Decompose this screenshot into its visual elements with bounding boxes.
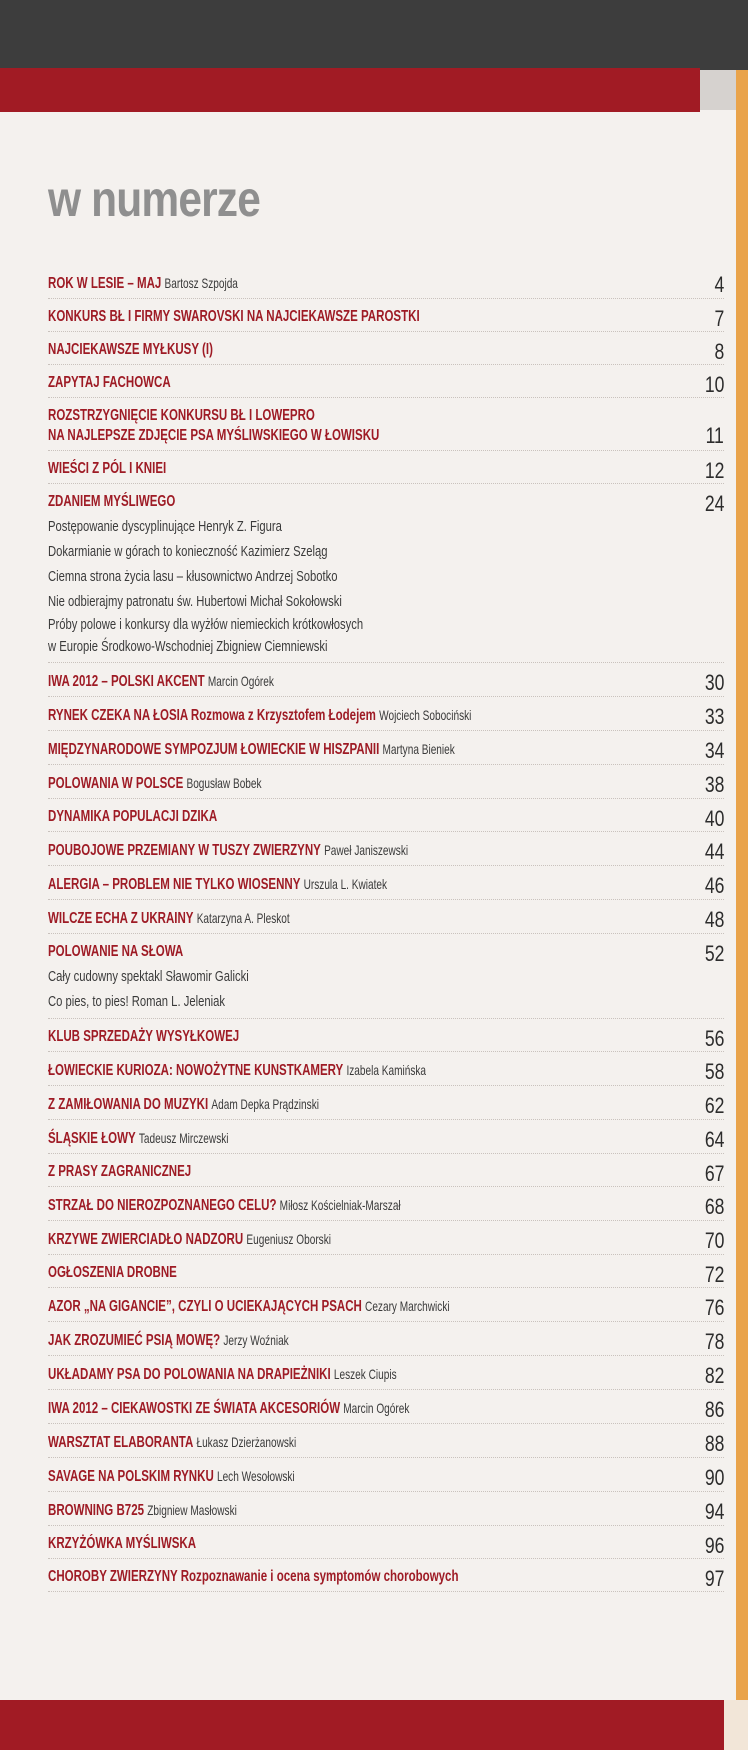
toc-entry-line — [48, 739, 724, 760]
toc-sub-item[interactable] — [48, 539, 724, 564]
toc-entry[interactable] — [48, 1497, 724, 1526]
toc-page-number: 86 — [704, 1397, 724, 1422]
toc-sub-item[interactable] — [48, 989, 724, 1014]
toc-entry-text — [48, 1027, 239, 1047]
toc-entry-line — [48, 307, 724, 327]
toc-entry-author: Jerzy Woźniak — [223, 1332, 289, 1348]
toc-entry-line — [48, 807, 724, 827]
toc-entry[interactable] — [48, 1260, 724, 1288]
toc-entry-title: ZDANIEM MYŚLIWEGO — [48, 493, 176, 510]
toc-page-number: 88 — [704, 1431, 724, 1456]
toc-entry-line — [48, 273, 724, 294]
toc-entry-author: Łukasz Dzierżanowski — [196, 1434, 297, 1450]
footer-red-bar — [0, 1700, 724, 1750]
toc-entry-author: Bartosz Szpojda — [164, 275, 238, 291]
toc-page-number: 70 — [704, 1228, 724, 1253]
toc-entry-title: Z PRASY ZAGRANICZNEJ — [48, 1163, 192, 1180]
toc-entry-line — [48, 1296, 724, 1317]
toc-entry[interactable] — [48, 905, 724, 934]
toc-entry[interactable] — [48, 1159, 724, 1187]
toc-entry-title: RYNEK CZEKA NA ŁOSIA Rozmowa z Krzysztofem Łodejem — [48, 707, 376, 724]
toc-entry-author: Urszula L. Kwiatek — [303, 876, 388, 892]
toc-entry-line — [48, 406, 724, 426]
toc-entry-line — [48, 1432, 724, 1453]
toc-entry-line — [48, 1060, 724, 1081]
toc-entry-line — [48, 459, 724, 479]
toc-sub-item[interactable] — [48, 514, 724, 539]
toc-entry[interactable] — [48, 668, 724, 697]
toc-page-number: 24 — [704, 491, 724, 516]
toc-entry[interactable] — [48, 1395, 724, 1424]
toc-entry[interactable] — [48, 736, 724, 765]
page-title: w numerze — [48, 171, 260, 227]
toc-entry-author: Leszek Ciupis — [333, 1366, 397, 1382]
toc-entry-line — [48, 1027, 724, 1047]
toc-page-number: 90 — [704, 1465, 724, 1490]
toc-entry-title: ALERGIA – PROBLEM NIE TYLKO WIOSENNY — [48, 876, 301, 893]
toc-entry-author: Tadeusz Mirczewski — [138, 1130, 229, 1146]
toc-page-number: 33 — [704, 704, 724, 729]
toc-sub-item-text: Cały cudowny spektakl Sławomir Galicki — [48, 968, 249, 985]
toc-entry-title: CHOROBY ZWIERZYNY Rozpoznawanie i ocena symptomów chorobowych — [48, 1568, 459, 1585]
toc-entry-text — [48, 1500, 237, 1521]
toc-entry[interactable] — [48, 270, 724, 299]
toc-entry[interactable] — [48, 804, 724, 832]
toc-entry-title: POLOWANIA W POLSCE — [48, 775, 184, 792]
toc-page-number: 44 — [704, 839, 724, 864]
toc-entry-text — [48, 340, 213, 360]
toc-entry-title: POUBOJOWE PRZEMIANY W TUSZY ZWIERZYNY — [48, 842, 321, 859]
toc-entry-title: POLOWANIE NA SŁOWA — [48, 943, 184, 960]
toc-entry-text — [48, 1398, 409, 1419]
toc-sub-item-text: w Europie Środkowo-Wschodniej Zbigniew Ciemniewski — [48, 638, 328, 655]
toc-entry[interactable] — [48, 456, 724, 484]
toc-entry-author: Wojciech Sobociński — [379, 707, 472, 723]
toc-entry-text — [48, 773, 262, 794]
toc-page-number: 76 — [704, 1295, 724, 1320]
toc-page-number: 72 — [704, 1262, 724, 1287]
toc-entry[interactable] — [48, 403, 724, 451]
toc-entry-title: KRZYWE ZWIERCIADŁO NADZORU — [48, 1231, 244, 1248]
toc-entry[interactable] — [48, 1293, 724, 1322]
toc-sub-item-text: Próby polowe i konkursy dla wyżłów niemieckich krótkowłosych — [48, 616, 364, 633]
toc-entry-line — [48, 942, 724, 962]
toc-entry[interactable] — [48, 489, 724, 663]
toc-page-number: 94 — [704, 1499, 724, 1524]
toc-entry-title: BROWNING B725 — [48, 1502, 145, 1519]
toc-entry-text — [48, 426, 379, 446]
toc-entry-line — [48, 874, 724, 895]
toc-entry-title: KONKURS BŁ I FIRMY SWAROVSKI NA NAJCIEKAWSZE PAROSTKI — [48, 308, 420, 325]
table-of-contents — [48, 270, 724, 1597]
toc-entry-title: WARSZTAT ELABORANTA — [48, 1434, 194, 1451]
toc-entry-text — [48, 373, 171, 393]
toc-page-number: 7 — [714, 306, 724, 331]
toc-entry-line — [48, 1567, 724, 1587]
toc-entry-title: WIEŚCI Z PÓL I KNIEI — [48, 460, 167, 477]
toc-entry[interactable] — [48, 702, 724, 731]
toc-entry-title: ŁOWIECKIE KURIOZA: NOWOŻYTNE KUNSTKAMERY — [48, 1062, 344, 1079]
toc-entry-line — [48, 1500, 724, 1521]
toc-page-number: 64 — [704, 1127, 724, 1152]
toc-entry[interactable] — [48, 1531, 724, 1559]
toc-entry-title: IWA 2012 – POLSKI AKCENT — [48, 673, 205, 690]
toc-entry-line — [48, 773, 724, 794]
toc-entry-text — [48, 1432, 296, 1453]
header-red-bar — [0, 68, 700, 112]
toc-entry-title: ŚLĄSKIE ŁOWY — [48, 1130, 136, 1147]
toc-entry-line — [48, 1162, 724, 1182]
toc-entry-line — [48, 426, 724, 446]
toc-entry[interactable] — [48, 1226, 724, 1255]
toc-entry[interactable] — [48, 837, 724, 866]
toc-entry-text — [48, 1534, 196, 1554]
toc-entry-text — [48, 1364, 397, 1385]
toc-entry-text — [48, 1060, 426, 1081]
toc-entry-title: UKŁADAMY PSA DO POLOWANIA NA DRAPIEŻNIKI — [48, 1366, 331, 1383]
toc-entry-author: Miłosz Kościelniak-Marszał — [279, 1197, 401, 1213]
toc-entry-text — [48, 492, 175, 512]
toc-entry-text — [48, 273, 238, 294]
toc-entry[interactable] — [48, 1361, 724, 1390]
toc-entry-author: Lech Wesołowski — [216, 1468, 295, 1484]
toc-entry-title: OGŁOSZENIA DROBNE — [48, 1264, 177, 1281]
toc-page-number: 38 — [704, 772, 724, 797]
toc-sub-list — [48, 514, 724, 658]
toc-entry-line — [48, 1534, 724, 1554]
toc-entry-text — [48, 840, 408, 861]
toc-entry-title: JAK ZROZUMIEĆ PSIĄ MOWĘ? — [48, 1332, 221, 1349]
toc-sub-item-text: Ciemna strona życia lasu – kłusownictwo Andrzej Sobotko — [48, 568, 338, 585]
toc-entry-title: Z ZAMIŁOWANIA DO MUZYKI — [48, 1096, 209, 1113]
toc-entry-text — [48, 459, 166, 479]
toc-entry-line — [48, 840, 724, 861]
toc-entry-line — [48, 1364, 724, 1385]
side-color-strip — [736, 70, 748, 1700]
toc-sub-item[interactable] — [48, 636, 724, 658]
toc-entry-text — [48, 705, 471, 726]
toc-sub-item-text: Dokarmianie w górach to konieczność Kazimierz Szeląg — [48, 543, 328, 560]
toc-page-number: 34 — [704, 738, 724, 763]
toc-entry-text — [48, 1195, 401, 1216]
toc-entry[interactable] — [48, 1024, 724, 1052]
toc-entry-line — [48, 1263, 724, 1283]
toc-entry[interactable] — [48, 1429, 724, 1458]
toc-page-number: 12 — [704, 458, 724, 483]
toc-page-number: 62 — [704, 1093, 724, 1118]
toc-entry[interactable] — [48, 1125, 724, 1154]
toc-entry-line — [48, 340, 724, 360]
toc-entry-text — [48, 1296, 450, 1317]
toc-sub-item[interactable] — [48, 964, 724, 989]
toc-entry-author: Bogusław Bobek — [186, 775, 262, 791]
footer-light-block — [724, 1700, 748, 1750]
toc-entry[interactable] — [48, 1564, 724, 1592]
toc-entry-text — [48, 1567, 459, 1587]
toc-entry-line — [48, 908, 724, 929]
toc-sub-item[interactable] — [48, 564, 724, 589]
toc-page-number: 52 — [704, 941, 724, 966]
toc-entry-text — [48, 1330, 289, 1351]
toc-page-number: 97 — [704, 1566, 724, 1591]
toc-entry-title: WILCZE ECHA Z UKRAINY — [48, 910, 194, 927]
toc-page-number: 68 — [704, 1194, 724, 1219]
toc-entry-title: KLUB SPRZEDAŻY WYSYŁKOWEJ — [48, 1028, 240, 1045]
toc-entry-title: NAJCIEKAWSZE MYŁKUSY (I) — [48, 341, 213, 358]
toc-page-number: 56 — [704, 1026, 724, 1051]
toc-entry-author: Marcin Ogórek — [343, 1400, 410, 1416]
toc-entry-line — [48, 671, 724, 692]
toc-entry[interactable] — [48, 871, 724, 900]
toc-entry-author: Paweł Janiszewski — [324, 842, 409, 858]
toc-entry-title: AZOR „NA GIGANCIE”, CZYLI O UCIEKAJĄCYCH PSACH — [48, 1298, 362, 1315]
toc-sub-list — [48, 964, 724, 1014]
toc-entry-author: Adam Depka Prądzinski — [211, 1096, 319, 1112]
toc-entry-line — [48, 1398, 724, 1419]
toc-entry-title: MIĘDZYNARODOWE SYMPOZJUM ŁOWIECKIE W HISZPANII — [48, 741, 380, 758]
toc-page-number: 96 — [704, 1533, 724, 1558]
toc-entry-line — [48, 1128, 724, 1149]
toc-entry[interactable] — [48, 1463, 724, 1492]
toc-entry[interactable] — [48, 1057, 724, 1086]
toc-entry-text — [48, 1466, 295, 1487]
toc-entry-author: Eugeniusz Oborski — [246, 1231, 332, 1247]
toc-sub-item-text: Postępowanie dyscyplinujące Henryk Z. Figura — [48, 518, 282, 535]
toc-entry-text — [48, 1094, 319, 1115]
toc-entry-author: Marcin Ogórek — [207, 673, 274, 689]
toc-entry-author: Martyna Bieniek — [382, 741, 455, 757]
top-dark-band — [0, 0, 748, 70]
toc-entry-line — [48, 705, 724, 726]
toc-entry-author: Katarzyna A. Pleskot — [196, 910, 290, 926]
toc-entry-text — [48, 942, 183, 962]
toc-entry-title: ROK W LESIE – MAJ — [48, 275, 162, 292]
toc-entry-author: Izabela Kamińska — [346, 1062, 427, 1078]
toc-entry-text — [48, 307, 420, 327]
toc-entry-text — [48, 406, 315, 426]
toc-entry-title: STRZAŁ DO NIEROZPOZNANEGO CELU? — [48, 1197, 277, 1214]
toc-page-number: 58 — [704, 1059, 724, 1084]
toc-page-number: 8 — [714, 339, 724, 364]
toc-entry-line — [48, 1330, 724, 1351]
toc-entry-text — [48, 671, 274, 692]
toc-entry[interactable] — [48, 337, 724, 365]
toc-entry[interactable] — [48, 304, 724, 332]
toc-entry-line — [48, 1466, 724, 1487]
toc-entry-title: DYNAMIKA POPULACJI DZIKA — [48, 808, 218, 825]
toc-entry-title-continued: NA NAJLEPSZE ZDJĘCIE PSA MYŚLIWSKIEGO W ŁOWISKU — [48, 427, 380, 444]
toc-sub-item-text: Co pies, to pies! Roman L. Jeleniak — [48, 993, 225, 1010]
toc-entry[interactable] — [48, 939, 724, 1019]
toc-entry[interactable] — [48, 370, 724, 398]
toc-entry-line — [48, 1195, 724, 1216]
toc-sub-item[interactable] — [48, 589, 724, 614]
toc-entry-text — [48, 807, 217, 827]
toc-entry-title: KRZYŻÓWKA MYŚLIWSKA — [48, 1535, 197, 1552]
toc-entry-text — [48, 1128, 229, 1149]
toc-entry-text — [48, 1162, 191, 1182]
toc-entry-line — [48, 1094, 724, 1115]
toc-page-number: 78 — [704, 1329, 724, 1354]
toc-entry-title: ZAPYTAJ FACHOWCA — [48, 374, 171, 391]
toc-entry-text — [48, 908, 290, 929]
toc-page-number: 40 — [704, 806, 724, 831]
toc-entry[interactable] — [48, 770, 724, 799]
toc-entry[interactable] — [48, 1192, 724, 1221]
toc-entry-line — [48, 1229, 724, 1250]
toc-entry-title: IWA 2012 – CIEKAWOSTKI ZE ŚWIATA AKCESORIÓW — [48, 1400, 341, 1417]
toc-entry-text — [48, 739, 455, 760]
toc-page-number: 30 — [704, 670, 724, 695]
toc-sub-item-text: Nie odbierajmy patronatu św. Hubertowi Michał Sokołowski — [48, 593, 342, 610]
toc-entry-text — [48, 1263, 177, 1283]
toc-page-number: 48 — [704, 907, 724, 932]
toc-entry-text — [48, 874, 387, 895]
toc-page-number: 67 — [704, 1161, 724, 1186]
toc-page-number: 11 — [705, 423, 724, 448]
toc-entry-title: SAVAGE NA POLSKIM RYNKU — [48, 1468, 214, 1485]
toc-entry-author: Cezary Marchwicki — [365, 1298, 450, 1314]
toc-sub-item[interactable] — [48, 614, 724, 636]
toc-entry[interactable] — [48, 1327, 724, 1356]
toc-entry-title: ROZSTRZYGNIĘCIE KONKURSU BŁ I LOWEPRO — [48, 407, 315, 424]
toc-page-number: 4 — [714, 272, 724, 297]
toc-entry[interactable] — [48, 1091, 724, 1120]
toc-entry-line — [48, 373, 724, 393]
toc-entry-author: Zbigniew Masłowski — [147, 1502, 237, 1518]
toc-page-number: 82 — [704, 1363, 724, 1388]
toc-entry-text — [48, 1229, 331, 1250]
toc-page-number: 10 — [704, 372, 724, 397]
toc-entry-line — [48, 492, 724, 512]
toc-page-number: 46 — [704, 873, 724, 898]
